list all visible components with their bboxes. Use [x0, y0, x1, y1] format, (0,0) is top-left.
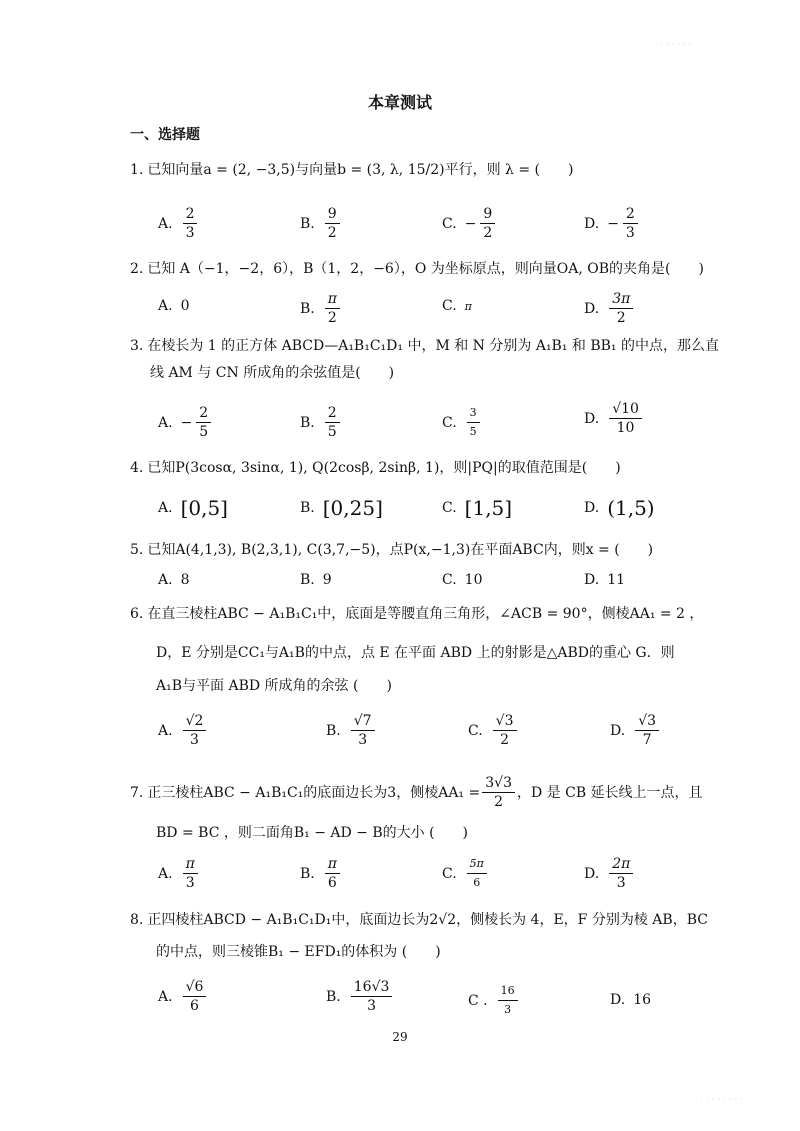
- question-4: [130, 458, 621, 478]
- option-label: A.: [158, 414, 173, 431]
- numerator: 3: [467, 404, 480, 423]
- option-label: D.: [584, 300, 600, 317]
- numerator: 3π: [609, 290, 633, 309]
- numerator: 9: [480, 205, 495, 224]
- numerator: 5π: [467, 855, 487, 874]
- q1-option-c: [442, 205, 497, 242]
- question-text-line-1: 在直三棱柱ABC − A₁B₁C₁中，底面是等腰直角三角形，∠ACB = 90°，侧棱AA₁ = 2 ，: [147, 606, 704, 622]
- option-label: B.: [300, 500, 315, 516]
- numerator: 2: [325, 404, 340, 423]
- denominator: 3: [185, 225, 195, 241]
- minus-sign: −: [180, 414, 193, 431]
- option-label: C.: [442, 298, 457, 314]
- question-text-line-2: D，E 分别是CC₁与A₁B的中点，点 E 在平面 ABD 上的射影是△ABD的重心 G．则: [156, 645, 675, 661]
- denominator: 2: [327, 225, 337, 241]
- fraction: [325, 855, 340, 892]
- fraction: [609, 400, 642, 437]
- fraction: [325, 205, 340, 242]
- q8-option-d: [610, 992, 651, 1008]
- q3-option-d: [584, 400, 644, 437]
- minus-sign: −: [464, 215, 477, 232]
- fraction: [467, 404, 480, 441]
- denominator: 2: [327, 310, 337, 326]
- numerator: 2: [196, 404, 211, 423]
- numerator: 16: [498, 982, 518, 1001]
- numerator: 2: [183, 205, 198, 224]
- option-label: D.: [584, 410, 600, 427]
- denominator: 7: [642, 732, 652, 748]
- numerator: √7: [351, 712, 375, 731]
- question-number: 6.: [130, 606, 144, 622]
- option-label: A.: [158, 865, 173, 882]
- denominator: 2: [500, 732, 510, 748]
- option-label: C .: [468, 992, 488, 1009]
- question-text-line-1a: 正三棱柱ABC − A₁B₁C₁的底面边长为3，侧棱AA₁ =: [147, 784, 481, 801]
- denominator: 2: [616, 310, 626, 326]
- question-text: 已知 A（−1，−2，6），B（1，2，−6），O 为坐标原点，则向量OA, OB的夹角是( ): [147, 261, 704, 277]
- option-label: A.: [158, 722, 173, 739]
- option-label: D.: [584, 215, 600, 232]
- denominator: 6: [327, 875, 337, 891]
- option-value: [0,25]: [322, 496, 383, 520]
- option-label: C.: [442, 500, 457, 516]
- q2-option-c: [442, 298, 472, 314]
- fraction: [183, 712, 207, 749]
- q2-option-b: [300, 290, 342, 327]
- denominator: 3: [185, 875, 195, 891]
- scan-smudge: · · · · · · · ·: [700, 1095, 743, 1105]
- fraction: [609, 290, 633, 327]
- page-title: 本章测试: [367, 93, 432, 112]
- question-number: 4.: [130, 460, 144, 476]
- option-label: B.: [300, 414, 315, 431]
- option-value: 9: [322, 572, 332, 588]
- fraction: [498, 982, 518, 1019]
- option-label: A.: [158, 298, 173, 314]
- fraction: [623, 205, 638, 242]
- q6-option-d: [610, 712, 661, 749]
- fraction: [325, 404, 340, 441]
- option-value: 10: [464, 572, 483, 588]
- denominator: 3: [504, 1003, 512, 1016]
- q3-option-b: [300, 404, 342, 441]
- option-label: D.: [584, 572, 600, 588]
- option-label: D.: [610, 992, 626, 1008]
- numerator: √6: [183, 978, 207, 997]
- question-1: [130, 160, 573, 180]
- option-label: B.: [326, 988, 341, 1005]
- option-value: π: [464, 299, 472, 313]
- fraction: [351, 712, 375, 749]
- option-label: C.: [442, 865, 457, 882]
- denominator: 5: [327, 424, 337, 440]
- q3-option-a: [158, 404, 213, 441]
- option-label: A.: [158, 572, 173, 588]
- denominator: 10: [616, 420, 635, 436]
- numerator: 2: [623, 205, 638, 224]
- denominator: 3: [625, 225, 635, 241]
- question-text-line-1: 在棱长为 1 的正方体 ABCD—A₁B₁C₁D₁ 中，M 和 N 分别为 A₁B₁ 和 BB₁ 的中点，那么直: [147, 338, 719, 354]
- numerator: √3: [635, 712, 659, 731]
- option-value: (1,5): [607, 496, 655, 520]
- option-label: D.: [610, 722, 626, 739]
- q3-option-c: [442, 404, 482, 441]
- q6-option-a: [158, 712, 208, 749]
- option-label: B.: [300, 865, 315, 882]
- denominator: 5: [469, 425, 477, 438]
- fraction: [183, 855, 198, 892]
- question-number: 1.: [130, 162, 144, 178]
- fraction: [480, 205, 495, 242]
- question-text-line-2: 线 AM 与 CN 所成角的余弦值是( ): [150, 365, 395, 381]
- section-heading: 一、选择题: [130, 127, 200, 143]
- question-8: [130, 910, 708, 930]
- option-label: B.: [300, 572, 315, 588]
- denominator: 6: [190, 998, 199, 1014]
- fraction: [325, 290, 340, 327]
- question-number: 2.: [130, 261, 144, 277]
- q1-option-a: [158, 205, 199, 242]
- question-text-line-1: 正四棱柱ABCD − A₁B₁C₁D₁中，底面边长为2√2，侧棱长为 4，E，F 分别为棱 AB，BC: [147, 912, 708, 928]
- question-5: [130, 540, 653, 560]
- minus-sign: −: [607, 215, 619, 232]
- fraction: [467, 855, 487, 892]
- option-label: A.: [158, 215, 173, 232]
- q7-option-a: [158, 855, 200, 892]
- question-3: [130, 336, 719, 356]
- q7-option-c: [442, 855, 489, 892]
- denominator: 3: [367, 998, 377, 1014]
- fraction: [493, 712, 517, 749]
- option-label: A.: [158, 988, 173, 1005]
- numerator: 9: [325, 205, 340, 224]
- q6-option-c: [468, 712, 519, 749]
- option-value: 0: [180, 298, 190, 314]
- q8-option-b: [326, 978, 394, 1015]
- option-label: D.: [584, 500, 600, 516]
- q8-option-c: [468, 982, 520, 1019]
- option-value: [0,5]: [180, 496, 228, 520]
- q5-option-b: [300, 572, 332, 588]
- question-7: [130, 774, 703, 811]
- question-2: [130, 259, 704, 279]
- option-value: [1,5]: [464, 496, 513, 520]
- fraction: [196, 404, 211, 441]
- question-text-line-2: BD = BC ，则二面角B₁ − AD − B的大小 ( ): [156, 825, 469, 841]
- option-value: 11: [607, 572, 626, 588]
- question-6: [130, 604, 703, 624]
- question-text: 已知A(4,1,3), B(2,3,1), C(3,7,−5)，点P(x,−1,3)在平面ABC内，则x = ( ): [147, 542, 654, 558]
- q4-option-c: [442, 496, 512, 520]
- q4-option-a: [158, 496, 228, 520]
- numerator: π: [325, 855, 340, 874]
- option-label: B.: [326, 722, 341, 739]
- denominator: 6: [473, 876, 481, 889]
- numerator: √3: [493, 712, 517, 731]
- denominator: 5: [199, 424, 209, 440]
- q5-option-a: [158, 572, 189, 588]
- q1-option-b: [300, 205, 342, 242]
- numerator: √10: [609, 400, 642, 419]
- fraction: [635, 712, 659, 749]
- question-text: 已知向量a = (2, −3,5)与向量b = (3, λ, 15/2)平行，则 λ = ( ): [147, 162, 574, 178]
- numerator: 16√3: [351, 978, 393, 997]
- fraction: [609, 855, 633, 892]
- question-text: 已知P(3cosα, 3sinα, 1), Q(2cosβ, 2sinβ, 1)，则|PQ|的取值范围是( ): [147, 460, 621, 476]
- option-label: D.: [584, 865, 600, 882]
- q4-option-d: [584, 496, 655, 520]
- option-label: C.: [442, 414, 457, 431]
- page-number: 29: [392, 1030, 408, 1044]
- option-value: 16: [633, 992, 652, 1008]
- q2-option-a: [158, 298, 189, 314]
- q6-option-b: [326, 712, 377, 749]
- numerator: 3√3: [482, 774, 515, 793]
- option-label: B.: [300, 215, 315, 232]
- question-number: 5.: [130, 542, 144, 558]
- denominator: 3: [358, 732, 368, 748]
- numerator: √2: [183, 712, 207, 731]
- option-label: C.: [468, 722, 483, 739]
- question-text-line-3: A₁B与平面 ABD 所成角的余弦 ( ): [156, 678, 392, 694]
- denominator: 3: [616, 875, 626, 891]
- q7-option-d: [584, 855, 635, 892]
- option-label: C.: [442, 215, 457, 232]
- denominator: 2: [483, 225, 493, 241]
- fraction: [351, 978, 393, 1015]
- question-text-line-1b: ，D 是 CB 延长线上一点，且: [516, 784, 703, 801]
- numerator: π: [183, 855, 198, 874]
- fraction: [183, 978, 207, 1015]
- option-label: A.: [158, 500, 173, 516]
- q4-option-b: [300, 496, 383, 520]
- question-number: 3.: [130, 338, 144, 354]
- fraction: [183, 205, 198, 242]
- option-value: 8: [180, 572, 190, 588]
- q2-option-d: [584, 290, 635, 327]
- fraction: [482, 774, 515, 811]
- numerator: 2π: [609, 855, 633, 874]
- denominator: 2: [494, 794, 504, 810]
- q7-option-b: [300, 855, 342, 892]
- denominator: 3: [190, 732, 199, 748]
- q8-option-a: [158, 978, 208, 1015]
- q1-option-d: [584, 205, 640, 242]
- numerator: π: [325, 290, 340, 309]
- option-label: C.: [442, 572, 457, 588]
- q5-option-c: [442, 572, 483, 588]
- option-label: B.: [300, 300, 315, 317]
- question-number: 8.: [130, 912, 144, 928]
- question-text-line-2: 的中点，则三棱锥B₁ − EFD₁的体积为 ( ): [156, 944, 441, 960]
- q5-option-d: [584, 572, 625, 588]
- scan-smudge: · · · · · ·: [660, 40, 692, 50]
- question-number: 7.: [130, 784, 144, 801]
